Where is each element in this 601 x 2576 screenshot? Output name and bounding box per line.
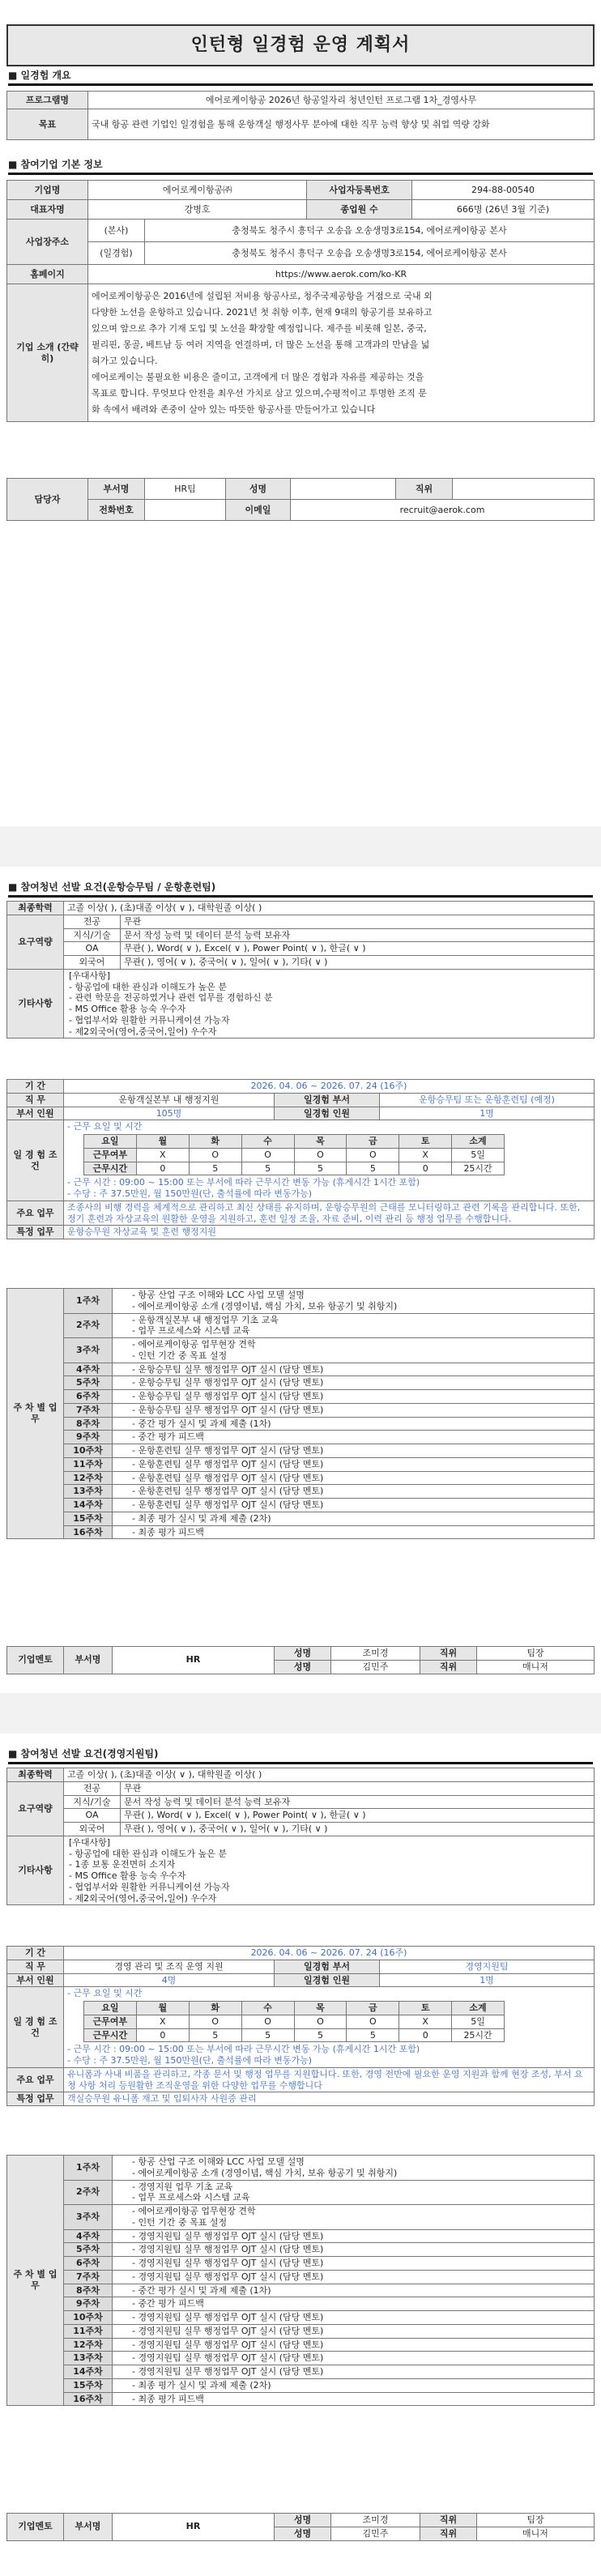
week-task-item: - 경영지원팀 실무 행정업무 OJT 실시 (담당 멘토) <box>132 2244 324 2255</box>
weekly-row <box>7 2229 595 2243</box>
week-tasks <box>113 2243 595 2257</box>
weekly-row <box>7 1313 595 1338</box>
week-number: 10주차 <box>64 1444 113 1458</box>
week-tasks <box>113 2156 595 2181</box>
weekly-row <box>7 2352 595 2365</box>
homepage-link[interactable]: https://www.aerok.com/ko-KR <box>88 265 595 284</box>
sheet-3 <box>0 1734 601 2576</box>
week-tasks <box>113 1338 595 1363</box>
business-number: 294-88-00540 <box>412 181 595 200</box>
company-intro: 에어로케이항공은 2016년에 설립된 저비용 항공사로, 청주국제공항을 거점으로 국내 외 다양한 노선을 운항하고 있습니다. 2021년 첫 취항 이후, 현재 9대의 항공기를 보유하고 있으며 앞으로 추가 기재 도입 및 노선을 확장할 예정입니다. 제주를 비롯해 일본, 중국, 필리핀, 몽골, 베트남 등 여러 지역을 연결하며, 더 많은 노선을 통해 고객과의 만남을 넓 혀가고 있습니다. 에어로케이는 불필요한 비용은 줄이고, 고객에게 더 많은 경험과 자유를 제공하는 것을 목표로 합니다. 무엇보다 안전을 최우선 가치로 삼고 있으며,수평적이고 투명한 조직 문 화 속에서 배려와 존중이 살아 있는 따뜻한 항공사를 만들어가고 있습니다 <box>88 284 595 422</box>
weekly-row <box>7 2378 595 2392</box>
weekly-row <box>7 1289 595 1314</box>
flight-weekly-table <box>6 1288 595 1539</box>
manager-email: recruit@aerok.com <box>291 500 595 521</box>
week-tasks <box>113 1485 595 1499</box>
week-tasks <box>113 1403 595 1417</box>
program-goal: 국내 항공 관련 기업인 일경험을 통해 운항객실 행정사무 분야에 대한 직무 능력 향상 및 취업 역량 강화 <box>88 109 595 140</box>
week-task-item: - 에어로케이항공 업무현장 견학 <box>132 1339 256 1350</box>
mgmt-mentor-table: 기업멘토 부서명 HR 성명 조미경 직위 팀장 성명 김민주 직위 매니저 <box>6 2513 595 2541</box>
weekly-row <box>7 2365 595 2379</box>
weekly-row <box>7 2338 595 2352</box>
week-task-item: - 경영지원 업무 기초 교육 <box>132 2181 233 2192</box>
weekly-row <box>7 2257 595 2271</box>
week-tasks <box>113 1444 595 1458</box>
weekly-row <box>7 1338 595 1363</box>
section-company-heading: ■ 참여기업 기본 정보 <box>8 160 593 175</box>
section-overview-heading: ■ 일경험 개요 <box>8 71 593 86</box>
week-tasks <box>113 2229 595 2243</box>
week-number: 6주차 <box>64 1390 113 1404</box>
week-task-item: - 경영지원팀 실무 행정업무 OJT 실시 (담당 멘토) <box>132 2352 324 2364</box>
week-number: 4주차 <box>64 1363 113 1376</box>
week-number: 1주차 <box>64 1289 113 1314</box>
weekly-row <box>7 1485 595 1499</box>
week-number: 7주차 <box>64 1403 113 1417</box>
weekly-label: 주 차 별 업 무 <box>7 1289 64 1539</box>
week-task-item: - 운항훈련팀 실무 행정업무 OJT 실시 (담당 멘토) <box>132 1486 324 1497</box>
week-number: 13주차 <box>64 1485 113 1499</box>
hq-address: 충청북도 청주시 흥덕구 오송읍 오송생명3로154, 에어로케이항공 본사 <box>145 220 595 242</box>
mgmt-preferences: [우대사항] - 항공업에 대한 관심과 이해도가 높은 분 - 1종 보통 운전면허 소지자 - MS Office 활용 능숙 우수자 - 협업부서와 원활한 커뮤니케이션 가능자 - 제2외국어(영어,중국어,일어) 우수자 <box>64 1836 595 1905</box>
week-task-item: - 운항훈련팀 실무 행정업무 OJT 실시 (담당 멘토) <box>132 1499 324 1510</box>
week-task-item: - 업무 프로세스와 시스템 교육 <box>132 2192 250 2203</box>
weekly-row <box>7 1499 595 1512</box>
week-tasks <box>113 1525 595 1539</box>
overview-table: 프로그램명 에어로케이항공 2026년 항공일자리 청년인턴 프로그램 1차_경영사무 목표 국내 항공 관련 기업인 일경험을 통해 운항객실 행정사무 분야에 대한 직무 능력 향상 및 취업 역량 강화 <box>6 91 595 140</box>
mgmt-conditions: - 근무 요일 및 시간 요일 월 화 수 목 금 토 소계 근무여부 X O O O O X 5일 근무시간 0 5 5 5 5 0 25시간 - 근무 시간 : 09:00 ~ 15:00 또는 부서에 따라 근무시간 변동 가능 (휴게시간 1시간 포함) - 수당 : 주 37.5만원, 월 150만원(단, 출석률에 따라 변동가능) <box>64 1987 595 2068</box>
week-number: 2주차 <box>64 2180 113 2205</box>
week-number: 13주차 <box>64 2352 113 2365</box>
flight-requirements-table: 최종학력 고졸 이상( ), (초)대졸 이상( ∨ ), 대학원졸 이상( ) 요구역량 전공 무관 지식/기술 문서 작성 능력 및 데이터 분석 능력 보유자 OA 무관( ), Word( ∨ ), Excel( ∨ ), Power Point( ∨ ), 한글( ∨ ) 외국어 무관( ), 영어( ∨ ), 중국어( ∨ ), 일어( ∨ ), 기타( ∨ ) 기타사항 [우대사항] - 항공업에 대한 관심과 이해도가 높은 분 - 관련 학문을 전공하였거나 관련 업무를 경험하신 분 - MS Office 활용 능숙 우수자 - 협업부서와 원활한 커뮤니케이션 가능자 - 제2외국어(영어,중국어,일어) 우수자 <box>6 901 595 1039</box>
week-tasks <box>113 1512 595 1525</box>
week-tasks <box>113 2311 595 2325</box>
week-number: 9주차 <box>64 2297 113 2311</box>
week-tasks <box>113 1417 595 1431</box>
week-number: 12주차 <box>64 2338 113 2352</box>
week-task-item: - 최종 평가 피드백 <box>132 2393 204 2404</box>
weekly-row <box>7 2156 595 2181</box>
weekly-row <box>7 1444 595 1458</box>
weekly-row <box>7 1457 595 1471</box>
weekly-row <box>7 1525 595 1539</box>
weekly-row <box>7 2392 595 2406</box>
week-number: 4주차 <box>64 2229 113 2243</box>
week-number: 7주차 <box>64 2270 113 2284</box>
page-gap <box>0 826 601 867</box>
week-task-item: - 인턴 기간 중 목표 설정 <box>132 1350 228 1361</box>
week-task-item: - 경영지원팀 실무 행정업무 OJT 실시 (담당 멘토) <box>132 2258 324 2268</box>
weekly-row <box>7 1403 595 1417</box>
week-task-item: - 에어로케이항공 업무현장 견학 <box>132 2206 256 2216</box>
weekly-row <box>7 1431 595 1444</box>
weekly-row <box>7 2270 595 2284</box>
week-tasks <box>113 1390 595 1404</box>
week-number: 16주차 <box>64 1525 113 1539</box>
week-number: 2주차 <box>64 1313 113 1338</box>
flight-plan-table: 기 간 2026. 04. 06 ~ 2026. 07. 24 (16주) 직 무 운항객실본부 내 행정지원 일경험 부서 운항승무팀 또는 운항훈련팀 (예정) 부서 인원 105명 일경험 인원 1명 일 경 험 조 건 - 근무 요일 및 시간 요일 월 화 수 목 금 토 소계 근무여부 X O O O O X 5일 근무시간 0 5 5 5 5 0 25시간 - 근무 시간 : 09:00 ~ 15:00 또는 부서에 따라 근무시간 변동 가능 (휴게시간 1시간 포함) - 수당 : 주 37.5만원, 월 150만원(단, 출석률에 따라 변동가능) 주요 업무 조종사의 비행 경력을 체계적으로 관리하고 최신 상태를 유지하며, 운항승무원의 근태를 모니터링하고 관련 기록을 관리합니다. 또한, 정기 훈련과 자상교육의 원활한 운영을 지원하고, 훈련 일정 조율, 자료 준비, 이력 관리 등 행정 업무를 수행합니다. 특정 업무 운항승무원 자상교육 및 훈련 행정지원 <box>6 1079 595 1239</box>
week-task-item: - 운항훈련팀 실무 행정업무 OJT 실시 (담당 멘토) <box>132 1472 324 1483</box>
week-task-item: - 최종 평가 피드백 <box>132 1526 204 1537</box>
week-tasks <box>113 2324 595 2338</box>
manager-position <box>453 479 595 500</box>
week-tasks <box>113 2257 595 2271</box>
mgmt-main-duty: 유니폼과 사내 비품을 관리하고, 각종 문서 및 행정 업무를 지원합니다. 또한, 경영 전반에 필요한 운영 지원과 함께 현장 조성, 부서 요청 사항 처리 등원활한 조직운영을 위한 다양한 업무를 수행합니다 <box>64 2067 595 2092</box>
weekly-row <box>7 2180 595 2205</box>
week-number: 3주차 <box>64 2205 113 2230</box>
week-task-item: - 경영지원팀 실무 행정업무 OJT 실시 (담당 멘토) <box>132 2312 324 2322</box>
sheet-2 <box>0 867 601 1693</box>
week-task-item: - 최종 평가 실시 및 과제 제출 (2차) <box>132 2379 271 2390</box>
week-tasks <box>113 2284 595 2297</box>
week-task-item: - 에어로케이항공 소개 (경영이념, 핵심 가치, 보유 항공기 및 취항지) <box>132 2167 398 2178</box>
ceo-name: 강병호 <box>88 200 307 220</box>
week-tasks <box>113 2338 595 2352</box>
week-task-item: - 에어로케이항공 소개 (경영이념, 핵심 가치, 보유 항공기 및 취항지) <box>132 1300 398 1311</box>
week-number: 11주차 <box>64 1457 113 1471</box>
week-tasks <box>113 1363 595 1376</box>
flight-conditions: - 근무 요일 및 시간 요일 월 화 수 목 금 토 소계 근무여부 X O O O O X 5일 근무시간 0 5 5 5 5 0 25시간 - 근무 시간 : 09:00 ~ 15:00 또는 부서에 따라 근무시간 변동 가능 (휴게시간 1시간 포함) - 수당 : 주 37.5만원, 월 150만원(단, 출석률에 따라 변동가능) <box>64 1120 595 1201</box>
week-tasks <box>113 2365 595 2379</box>
page-gap <box>0 1693 601 1734</box>
week-task-item: - 운항훈련팀 실무 행정업무 OJT 실시 (담당 멘토) <box>132 1445 324 1456</box>
flight-main-duty: 조종사의 비행 경력을 체계적으로 관리하고 최신 상태를 유지하며, 운항승무원의 근태를 모니터링하고 관련 기록을 관리합니다. 또한, 정기 훈련과 자상교육의 원활한 운영을 지원하고, 훈련 일정 조율, 자료 준비, 이력 관리 등 행정 업무를 수행합니다. <box>64 1201 595 1226</box>
week-tasks <box>113 1313 595 1338</box>
week-number: 8주차 <box>64 1417 113 1431</box>
weekly-row <box>7 1363 595 1376</box>
weekly-row <box>7 1390 595 1404</box>
week-tasks <box>113 2352 595 2365</box>
week-task-item: - 경영지원팀 실무 행정업무 OJT 실시 (담당 멘토) <box>132 2339 324 2350</box>
weekly-row <box>7 1512 595 1525</box>
week-number: 1주차 <box>64 2156 113 2181</box>
flight-mentor-table: 기업멘토 부서명 HR 성명 조미경 직위 팀장 성명 김민주 직위 매니저 <box>6 1646 595 1674</box>
week-tasks <box>113 2270 595 2284</box>
employee-count: 666명 (26년 3월 기준) <box>412 200 595 220</box>
section-mgmt-req-heading: ■ 참여청년 선발 요건(경영지원팀) <box>8 1750 593 1764</box>
week-number: 14주차 <box>64 1499 113 1512</box>
company-name: 에어로케이항공㈜ <box>88 181 307 200</box>
manager-table: 담당자 부서명 HR팀 성명 직위 전화번호 이메일 recruit@aerok.com <box>6 478 595 521</box>
week-number: 12주차 <box>64 1471 113 1485</box>
manager-tel <box>145 500 226 521</box>
weekly-row <box>7 2324 595 2338</box>
week-tasks <box>113 1471 595 1485</box>
week-number: 15주차 <box>64 1512 113 1525</box>
week-tasks <box>113 2205 595 2230</box>
week-number: 3주차 <box>64 1338 113 1363</box>
page-title: 인턴형 일경험 운영 계획서 <box>6 24 595 66</box>
week-tasks <box>113 1376 595 1390</box>
week-task-item: - 중간 평가 피드백 <box>132 1431 204 1443</box>
week-number: 8주차 <box>64 2284 113 2297</box>
week-task-item: - 운항승무팀 실무 행정업무 OJT 실시 (담당 멘토) <box>132 1391 324 1401</box>
week-task-item: - 운항승무팀 실무 행정업무 OJT 실시 (담당 멘토) <box>132 1363 324 1375</box>
program-name: 에어로케이항공 2026년 항공일자리 청년인턴 프로그램 1차_경영사무 <box>88 92 595 109</box>
week-task-item: - 최종 평가 실시 및 과제 제출 (2차) <box>132 1512 271 1524</box>
week-task-item: - 업무 프로세스와 시스템 교육 <box>132 1325 250 1337</box>
week-tasks <box>113 1431 595 1444</box>
week-number: 6주차 <box>64 2257 113 2271</box>
week-number: 16주차 <box>64 2392 113 2406</box>
mgmt-plan-table: 기 간 2026. 04. 06 ~ 2026. 07. 24 (16주) 직 무 경영 관리 및 조직 운영 지원 일경험 부서 경영지원팀 부서 인원 4명 일경험 인원 1명 일 경 험 조 건 - 근무 요일 및 시간 요일 월 화 수 목 금 토 소계 근무여부 X O O O O X 5일 근무시간 0 5 5 5 5 0 25시간 - 근무 시간 : 09:00 ~ 15:00 또는 부서에 따라 근무시간 변동 가능 (휴게시간 1시간 포함) - 수당 : 주 37.5만원, 월 150만원(단, 출석률에 따라 변동가능) 주요 업무 유니폼과 사내 비품을 관리하고, 각종 문서 및 행정 업무를 지원합니다. 또한, 경영 전반에 필요한 운영 지원과 함께 현장 조성, 부서 요청 사항 처리 등원활한 조직운영을 위한 다양한 업무를 수행합니다 특정 업무 객실승무원 유니폼 재고 및 입퇴사자 사원증 관리 <box>6 1946 595 2106</box>
mgmt-period: 2026. 04. 06 ~ 2026. 07. 24 (16주) <box>64 1947 595 1960</box>
company-table: 기업명 에어로케이항공㈜ 사업자등록번호 294-88-00540 대표자명 강병호 종업원 수 666명 (26년 3월 기준) 사업장주소 (본사) 충청북도 청주시 흥덕구 오송읍 오송생명3로154, 에어로케이항공 본사 (일경험) 충청북도 청주시 흥덕구 오송읍 오송생명3로154, 에어로케이항공 본사 홈페이지 https://www.aerok.com/ko-KR 기업 소개 (간략히) 에어로케이항공은 2016년에 설립된 저비용 항공사로, 청주국제공항을 거점으로 국내 외 다양한 노선을 운항하고 있습니다. 2021년 첫 취항 이후, 현재 9대의 항공기를 보유하고 있으며 앞으로 추가 기재 도입 및 노선을 확장할 예정입니다. 제주를 비롯해 일본, 중국, 필리핀, 몽골, 베트남 등 여러 지역을 연결하며, 더 많은 노선을 통해 고객과의 만남을 넓 혀가고 있습니다. 에어로케이는 불필요한 비용은 줄이고, 고객에게 더 많은 경험과 자유를 제공하는 것을 목표로 합니다. 무엇보다 안전을 최우선 가치로 삼고 있으며,수평적이고 투명한 조직 문 화 속에서 배려와 존중이 살아 있는 따뜻한 항공사를 만들어가고 있습니다 <box>6 180 595 422</box>
week-task-item: - 중간 평가 실시 및 과제 제출 (1차) <box>132 1418 271 1429</box>
week-number: 5주차 <box>64 1376 113 1390</box>
section-flight-req-heading: ■ 참여청년 선발 요건(운항승무팀 / 운항훈련팀) <box>8 883 593 898</box>
week-number: 5주차 <box>64 2243 113 2257</box>
week-task-item: - 항공 산업 구조 이해와 LCC 사업 모델 설명 <box>132 1290 305 1300</box>
weekly-row <box>7 1417 595 1431</box>
week-tasks <box>113 2392 595 2406</box>
weekly-row <box>7 2284 595 2297</box>
mgmt-requirements-table: 최종학력 고졸 이상( ), (초)대졸 이상( ∨ ), 대학원졸 이상( ) 요구역량 전공 무관 지식/기술 문서 작성 능력 및 데이터 분석 능력 보유자 OA 무관( ), Word( ∨ ), Excel( ∨ ), Power Point( ∨ ), 한글( ∨ ) 외국어 무관( ), 영어( ∨ ), 중국어( ∨ ), 일어( ∨ ), 기타( ∨ ) 기타사항 [우대사항] - 항공업에 대한 관심과 이해도가 높은 분 - 1종 보통 운전면허 소지자 - MS Office 활용 능숙 우수자 - 협업부서와 원활한 커뮤니케이션 가능자 - 제2외국어(영어,중국어,일어) 우수자 <box>6 1768 595 1905</box>
week-task-item: - 운항객실본부 내 행정업무 기초 교육 <box>132 1314 279 1325</box>
flight-period: 2026. 04. 06 ~ 2026. 07. 24 (16주) <box>64 1080 595 1094</box>
week-task-item: - 운항훈련팀 실무 행정업무 OJT 실시 (담당 멘토) <box>132 1458 324 1469</box>
week-task-item: - 운항승무팀 실무 행정업무 OJT 실시 (담당 멘토) <box>132 1404 324 1415</box>
sheet-1 <box>0 0 601 826</box>
weekly-row <box>7 2311 595 2325</box>
week-tasks <box>113 1289 595 1314</box>
flight-preferences: [우대사항] - 항공업에 대한 관심과 이해도가 높은 분 - 관련 학문을 전공하였거나 관련 업무를 경험하신 분 - MS Office 활용 능숙 우수자 - 협업부서와 원활한 커뮤니케이션 가능자 - 제2외국어(영어,중국어,일어) 우수자 <box>64 969 595 1039</box>
flight-special-duty: 운항승무원 자상교육 및 훈련 행정지원 <box>64 1226 595 1239</box>
week-task-item: - 인턴 기간 중 목표 설정 <box>132 2216 228 2228</box>
week-task-item: - 항공 산업 구조 이해와 LCC 사업 모델 설명 <box>132 2156 305 2167</box>
weekly-label: 주 차 별 업 무 <box>7 2156 64 2406</box>
week-number: 15주차 <box>64 2378 113 2392</box>
week-number: 11주차 <box>64 2324 113 2338</box>
week-tasks <box>113 1499 595 1512</box>
mgmt-weekly-table <box>6 2155 595 2406</box>
manager-dept: HR팀 <box>145 479 226 500</box>
week-task-item: - 중간 평가 피드백 <box>132 2298 204 2309</box>
weekly-row <box>7 1471 595 1485</box>
week-task-item: - 운항승무팀 실무 행정업무 OJT 실시 (담당 멘토) <box>132 1377 324 1388</box>
week-tasks <box>113 2180 595 2205</box>
week-number: 14주차 <box>64 2365 113 2379</box>
manager-name <box>291 479 396 500</box>
week-task-item: - 경영지원팀 실무 행정업무 OJT 실시 (담당 멘토) <box>132 2271 324 2282</box>
week-number: 10주차 <box>64 2311 113 2325</box>
week-task-item: - 경영지원팀 실무 행정업무 OJT 실시 (담당 멘토) <box>132 2366 324 2377</box>
week-task-item: - 중간 평가 실시 및 과제 제출 (1차) <box>132 2284 271 2296</box>
week-task-item: - 경영지원팀 실무 행정업무 OJT 실시 (담당 멘토) <box>132 2325 324 2336</box>
week-task-item: - 경영지원팀 실무 행정업무 OJT 실시 (담당 멘토) <box>132 2230 324 2241</box>
work-address: 충청북도 청주시 흥덕구 오송읍 오송생명3로154, 에어로케이항공 본사 <box>145 242 595 265</box>
weekly-row <box>7 2243 595 2257</box>
week-number: 9주차 <box>64 1431 113 1444</box>
mgmt-special-duty: 객실승무원 유니폼 재고 및 입퇴사자 사원증 관리 <box>64 2092 595 2106</box>
week-tasks <box>113 1457 595 1471</box>
week-tasks <box>113 2378 595 2392</box>
weekly-row <box>7 1376 595 1390</box>
week-tasks <box>113 2297 595 2311</box>
weekly-row <box>7 2205 595 2230</box>
weekly-row <box>7 2297 595 2311</box>
